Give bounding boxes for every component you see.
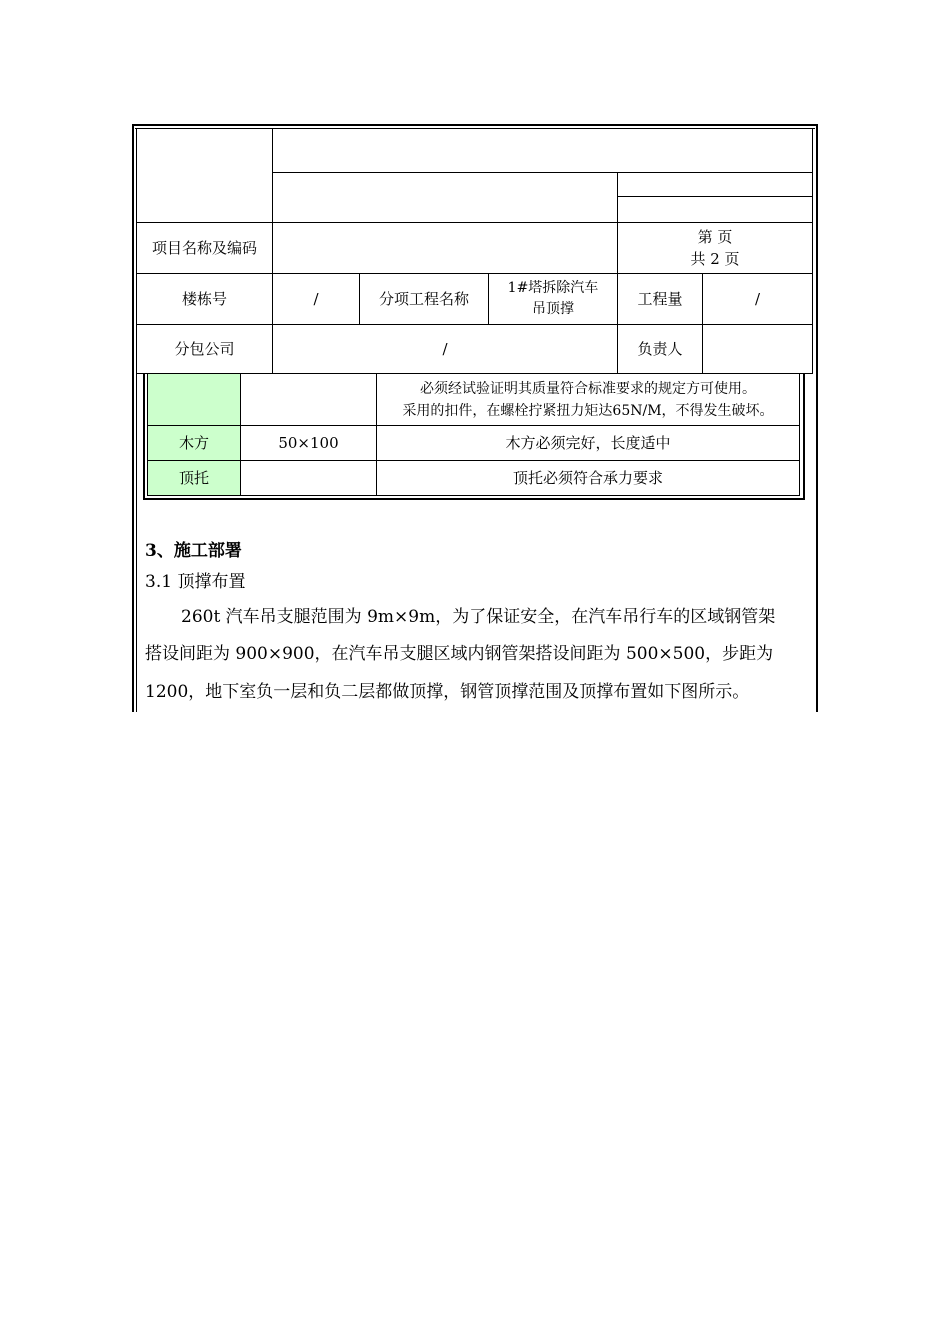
material-row-3-requirement: 顶托必须符合承力要求 xyxy=(512,469,663,487)
page-label: 第 页 xyxy=(697,228,733,246)
material-row-3-name: 顶托 xyxy=(178,469,209,487)
frame-right-outer xyxy=(816,124,818,712)
frame-left-outer xyxy=(132,124,134,712)
inner-right-inner xyxy=(799,374,800,496)
manager-value xyxy=(703,325,812,373)
sub-project-value-line2: 吊顶撑 xyxy=(532,301,574,317)
sub-project-value xyxy=(489,274,617,324)
material-row-2-requirement: 木方必须完好，长度适中 xyxy=(505,434,671,452)
frame-top-inner xyxy=(135,128,815,129)
requirement-line-1: 必须经试验证明其质量符合标准要求的规定方可使用。 xyxy=(420,381,756,397)
section-heading: 3、施工部署 xyxy=(145,541,242,561)
manager-label: 负责人 xyxy=(637,340,683,358)
subcontractor-label: 分包公司 xyxy=(174,340,235,358)
quantity-value: / xyxy=(754,290,761,308)
total-pages: 共 2 页 xyxy=(690,250,740,268)
material-row-2-spec: 50×100 xyxy=(278,434,339,452)
page-counter xyxy=(618,223,812,273)
project-label: 项目名称及编码 xyxy=(151,239,257,257)
building-label: 楼栋号 xyxy=(181,290,227,308)
quantity-label: 工程量 xyxy=(637,290,683,308)
hline xyxy=(617,196,813,197)
inner-bottom-outer xyxy=(143,498,805,500)
inner-right-outer xyxy=(803,374,805,500)
sub-project-label: 分项工程名称 xyxy=(378,290,469,308)
section-subheading: 3.1 顶撑布置 xyxy=(145,572,246,592)
hline xyxy=(272,172,813,173)
frame-left-inner xyxy=(136,128,137,712)
frame-right-inner xyxy=(812,128,813,374)
frame-top-outer xyxy=(132,124,818,126)
paragraph-line-3: 1200，地下室负一层和负二层都做顶撑，钢管顶撑范围及顶撑布置如下图所示。 xyxy=(145,682,750,702)
subcontractor-value: / xyxy=(442,340,448,358)
inner-left-outer xyxy=(143,374,145,500)
paragraph-line-2: 搭设间距为 900×900，在汽车吊支腿区域内钢管架搭设间距为 500×500，步距为 xyxy=(145,644,774,664)
building-value: / xyxy=(313,290,319,308)
material-row-1-requirement xyxy=(377,375,799,425)
sub-project-value-line1: 1#塔拆除汽车 xyxy=(507,280,599,296)
paragraph-line-1: 260t 汽车吊支腿范围为 9m×9m，为了保证安全，在汽车吊行车的区域钢管架 xyxy=(181,607,776,627)
material-row-2-name: 木方 xyxy=(178,434,209,452)
inner-bottom-inner xyxy=(147,495,800,496)
requirement-line-2: 采用的扣件，在螺栓拧紧扭力矩达65N/M，不得发生破坏。 xyxy=(402,403,774,419)
